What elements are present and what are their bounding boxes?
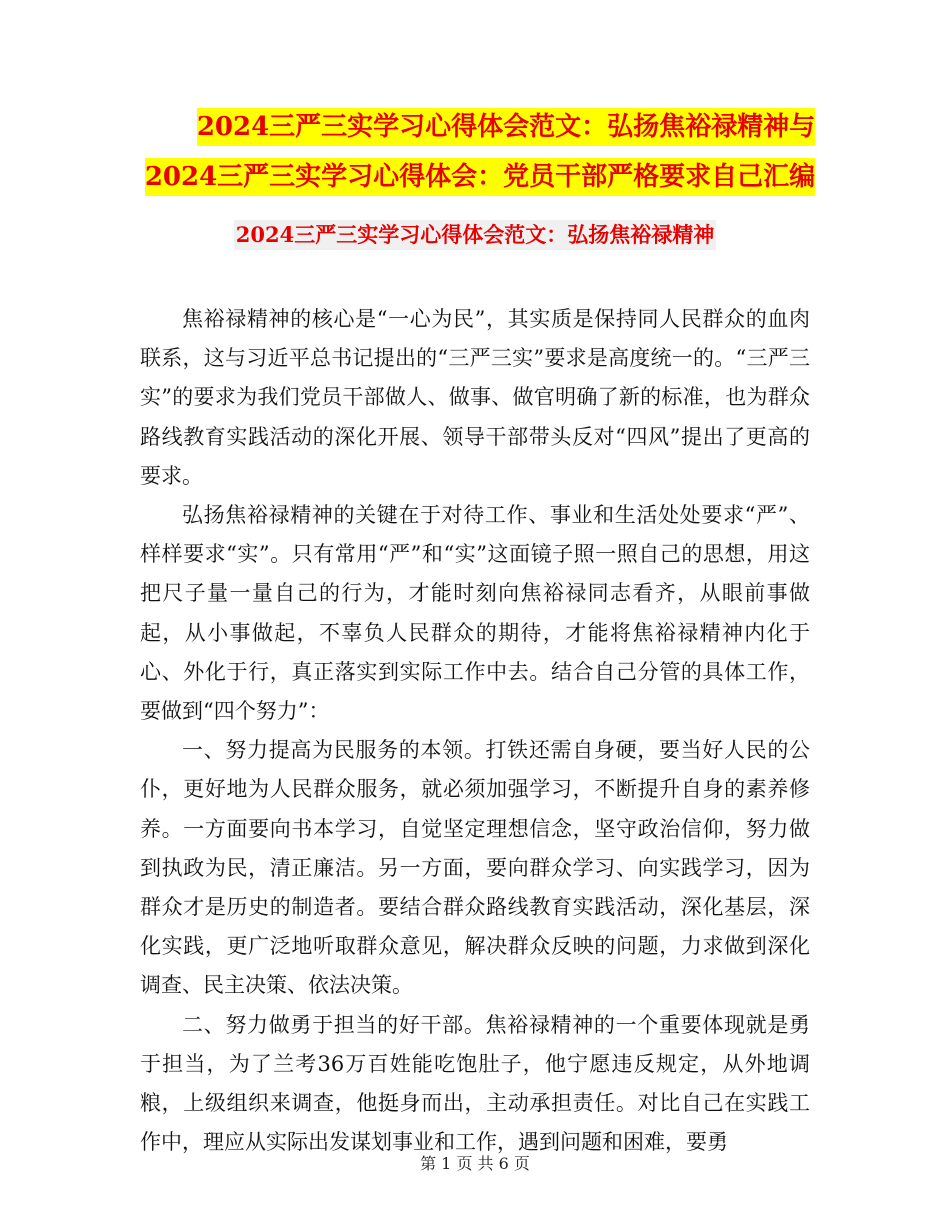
paragraph: 焦裕禄精神的核心是“一心为民”，其实质是保持同人民群众的血肉联系，这与习近平总书记提出的“三严三实”要求是高度统一的。“三严三实”的要求为我们党员干部做人、做事、做官明确了新的标准，也为群众路线教育实践活动的深化开展、领导干部带头反对“四风”提出了更高的要求。 <box>140 307 810 488</box>
title-line-1: 2024三严三实学习心得体会范文：弘扬焦裕禄精神与 <box>197 108 815 146</box>
section-subtitle <box>0 220 950 250</box>
body-text <box>140 300 810 1162</box>
paragraph: 一、努力提高为民服务的本领。打铁还需自身硬，要当好人民的公仆，更好地为人民群众服务，就必须加强学习，不断提升自身的素养修养。一方面要向书本学习，自觉坚定理想信念，坚守政治信仰，努力做到执政为民，清正廉洁。另一方面，要向群众学习、向实践学习，因为群众才是历史的制造者。要结合群众路线教育实践活动，深化基层，深化实践，更广泛地听取群众意见，解决群众反映的问题，力求做到深化调查、民主决策、依法决策。 <box>140 738 810 998</box>
subtitle-text: 2024三严三实学习心得体会范文：弘扬焦裕禄精神 <box>234 220 716 250</box>
paragraph: 弘扬焦裕禄精神的关键在于对待工作、事业和生活处处要求“严”、样样要求“实”。只有常用“严”和“实”这面镜子照一照自己的思想，用这把尺子量一量自己的行为，才能时刻向焦裕禄同志看齐，从眼前事做起，从小事做起，不辜负人民群众的期待，才能将焦裕禄精神内化于心、外化于行，真正落实到实际工作中去。结合自己分管的具体工作，要做到“四个努力”： <box>140 503 810 724</box>
title-line-2: 2024三严三实学习心得体会：党员干部严格要求自己汇编 <box>145 158 815 196</box>
page-footer: 第 1 页 共 6 页 <box>420 1154 530 1173</box>
paragraph: 二、努力做勇于担当的好干部。焦裕禄精神的一个重要体现就是勇于担当，为了兰考36万百姓能吃饱肚子，他宁愿违反规定，从外地调粮，上级组织来调查，他挺身而出，主动承担责任。对比自己在实践工作中，理应从实际出发谋划事业和工作，遇到问题和困难，要勇 <box>140 1012 810 1155</box>
document-title <box>80 108 880 196</box>
